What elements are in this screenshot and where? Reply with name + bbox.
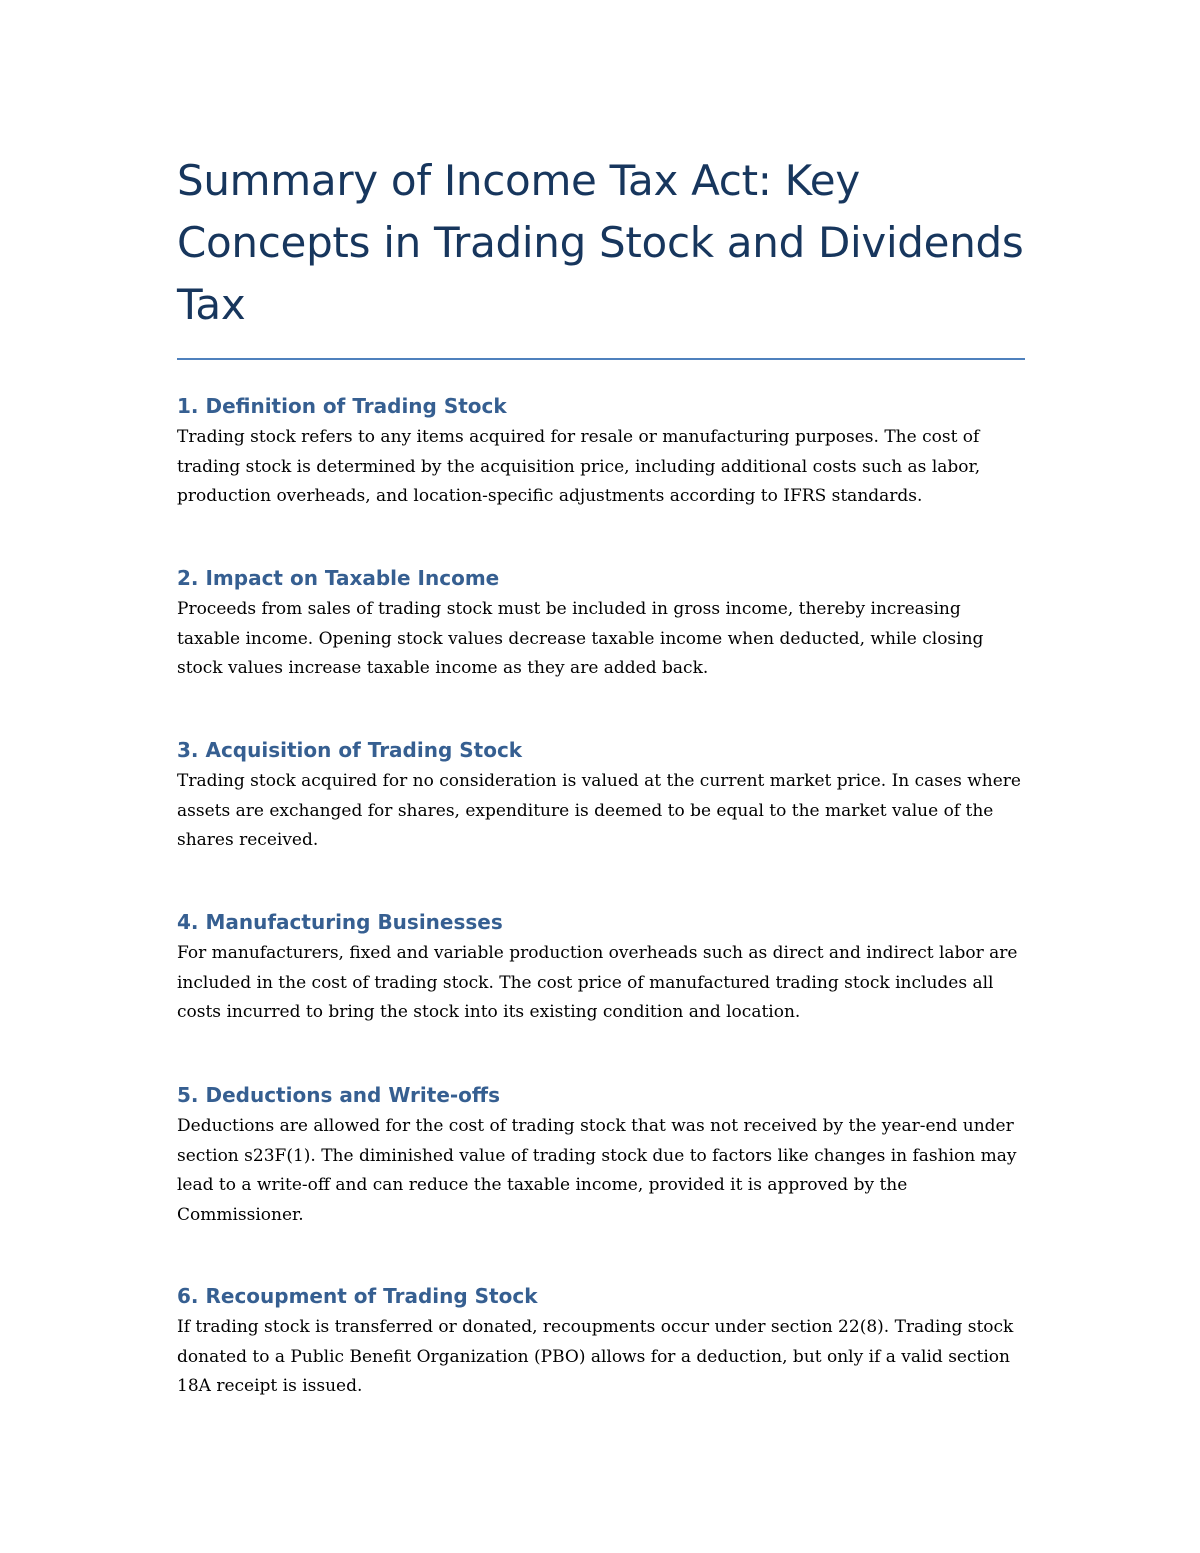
section-heading: 6. Recoupment of Trading Stock — [177, 1284, 538, 1308]
document-title: Summary of Income Tax Act: Key Concepts in Trading Stock and Dividends Tax — [177, 156, 1024, 329]
section-heading: 3. Acquisition of Trading Stock — [177, 738, 523, 762]
section-heading: 2. Impact on Taxable Income — [177, 566, 500, 590]
section-heading: 4. Manufacturing Businesses — [177, 910, 503, 934]
section-body: Trading stock refers to any items acquired for resale or manufacturing purposes. The cost of trading stock is determined by the acquisition price, including additional costs such as labor, production overheads, and location-specific adjustments according to IFRS standards. — [177, 427, 981, 506]
section-manufacturing-businesses — [177, 908, 1025, 1028]
section-body: If trading stock is transferred or donated, recoupments occur under section 22(8). Trading stock donated to a Public Benefit Organization (PBO) allows for a deduction, but only if a valid section 18A receipt is issued. — [177, 1317, 1014, 1396]
section-deductions-and-write-offs — [177, 1081, 1025, 1230]
document-page — [177, 150, 1025, 1396]
section-body: Proceeds from sales of trading stock must be included in gross income, thereby increasing taxable income. Opening stock values decrease taxable income when deducted, while closing stock values increase taxable income as they are added back. — [177, 599, 984, 678]
section-recoupment-of-trading-stock — [177, 1282, 1025, 1402]
section-body: Trading stock acquired for no consideration is valued at the current market price. In cases where assets are exchanged for shares, expenditure is deemed to be equal to the market value of the shares received. — [177, 771, 1021, 850]
section-body: For manufacturers, fixed and variable production overheads such as direct and indirect labor are included in the cost of trading stock. The cost price of manufactured trading stock includes all costs incurred to bring the stock into its existing condition and location. — [177, 943, 1018, 1022]
section-heading: 5. Deductions and Write-offs — [177, 1083, 501, 1107]
section-definition-of-trading-stock — [177, 392, 1025, 512]
section-acquisition-of-trading-stock — [177, 736, 1025, 856]
title-divider — [177, 358, 1025, 360]
section-body: Deductions are allowed for the cost of trading stock that was not received by the year-end under section s23F(1). The diminished value of trading stock due to factors like changes in fashion may lead to a write-off and can reduce the taxable income, provided it is approved by the Commissioner. — [177, 1116, 1017, 1225]
section-heading: 1. Definition of Trading Stock — [177, 394, 507, 418]
section-impact-on-taxable-income — [177, 564, 1025, 684]
